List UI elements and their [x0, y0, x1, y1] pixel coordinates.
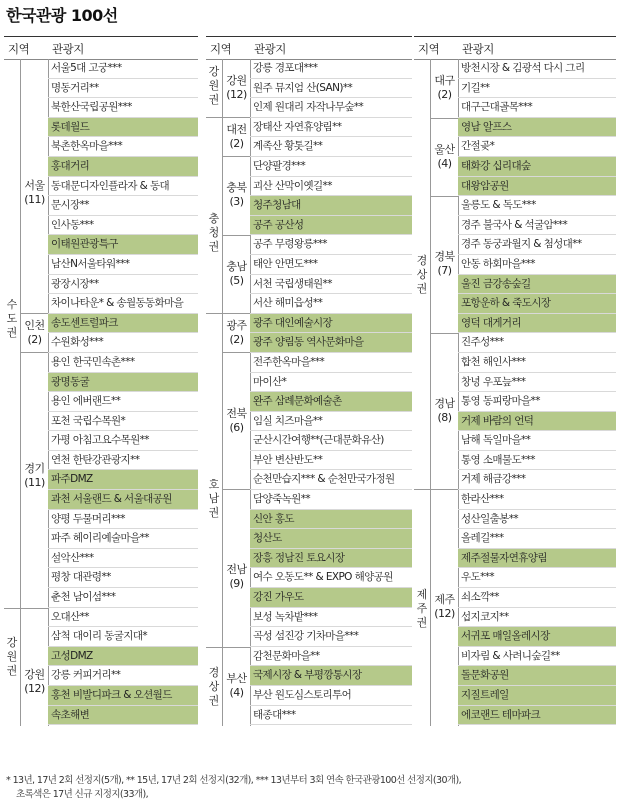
table-row: 오대산** [48, 608, 198, 628]
subregion-label-chungnam: 충남 (5) [226, 260, 247, 287]
table-row: 경주 동궁과월지 & 첨성대** [458, 235, 616, 255]
divider [206, 313, 250, 314]
table-row: 파주DMZ [48, 470, 198, 490]
table-row: 영덕 대게거리 [458, 314, 616, 334]
table-row: 고성DMZ [48, 647, 198, 667]
subregion-label-ulsan: 울산 (4) [434, 143, 455, 170]
table-row: 명동거리** [48, 79, 198, 99]
subregion-label-gyeongbuk: 경북 (7) [434, 250, 455, 277]
table-row: 통영 동피랑마을** [458, 392, 616, 412]
divider [206, 647, 250, 648]
region-label-gangwon: 강 원 권 [6, 636, 18, 677]
table-row: 간절곶* [458, 137, 616, 157]
table-row: 보성 녹차밭*** [250, 608, 412, 628]
table-row: 돌문화공원 [458, 666, 616, 686]
footnote-line-1: * 13년, 17년 2회 선정지(5개), ** 15년, 17년 2회 선정지(32개), *** 13년부터 3회 연속 한국관광100선 선정지(30개), [6, 775, 461, 786]
column-header [414, 36, 616, 60]
table-row: 군산시간여행**(근대문화유산) [250, 431, 412, 451]
subregion-label-chungbuk: 충북 (3) [226, 181, 247, 208]
table-row: 공주 무령왕릉*** [250, 235, 412, 255]
region-label-gyeongsang: 경 상 권 [208, 666, 220, 707]
column-header [206, 36, 412, 60]
divider [222, 156, 250, 157]
subregion-label-jeonnam: 전남 (9) [226, 563, 247, 590]
table-row: 양평 두물머리*** [48, 510, 198, 530]
table-column-3 [414, 36, 616, 770]
subregion-label-jeonbuk: 전북 (6) [226, 407, 247, 434]
table-row: 한라산*** [458, 490, 616, 510]
table-row: 광주 양림동 역사문화마을 [250, 333, 412, 353]
region-header: 지역 [418, 42, 440, 56]
table-row: 용인 한국민속촌*** [48, 353, 198, 373]
table-row: 감천문화마을** [250, 647, 412, 667]
table-row: 포항운하 & 죽도시장 [458, 294, 616, 314]
subregion-label-incheon: 인천 (2) [24, 319, 45, 346]
table-row: 담양죽녹원** [250, 490, 412, 510]
table-row: 인사동*** [48, 216, 198, 236]
divider [430, 333, 458, 334]
table-row: 대구근대골목*** [458, 98, 616, 118]
table-row: 광장시장** [48, 275, 198, 295]
subregion-label-gwangju: 광주 (2) [226, 319, 247, 346]
table-row: 합천 해인사*** [458, 353, 616, 373]
table-row: 춘천 남이섬*** [48, 588, 198, 608]
table-row: 올레길*** [458, 529, 616, 549]
table-row: 서귀포 매일올레시장 [458, 627, 616, 647]
subregion-label-busan: 부산 (4) [226, 672, 247, 699]
spot-header: 관광지 [254, 42, 286, 56]
table-row: 홍대거리 [48, 157, 198, 177]
table-row: 청주청남대 [250, 196, 412, 216]
table-row: 거제 해금강*** [458, 470, 616, 490]
table-row: 이태원관광특구 [48, 235, 198, 255]
region-header: 지역 [8, 42, 30, 56]
table-row: 국제시장 & 부평깡통시장 [250, 666, 412, 686]
divider [222, 352, 250, 353]
table-row: 성산일출봉** [458, 510, 616, 530]
table-row: 파주 헤이리예술마을** [48, 529, 198, 549]
table-row: 부안 변산반도** [250, 451, 412, 471]
table-row: 울진 금강송숲길 [458, 275, 616, 295]
divider [222, 489, 250, 490]
table-row: 제주절물자연휴양림 [458, 549, 616, 569]
table-row: 진주성*** [458, 333, 616, 353]
spot-list [250, 59, 412, 725]
subregion-label-daegu: 대구 (2) [434, 74, 455, 101]
region-label-honam: 호 남 권 [208, 478, 220, 519]
table-row: 광주 대인예술시장 [250, 314, 412, 334]
table-row: 용인 에버랜드** [48, 392, 198, 412]
region-header: 지역 [210, 42, 232, 56]
table-row: 완주 삼례문화예술촌 [250, 392, 412, 412]
region-label-chungcheong: 충 청 권 [208, 212, 220, 253]
divider [20, 59, 21, 726]
subregion-label-jeju: 제주 (12) [434, 593, 455, 620]
table-row: 창녕 우포늪*** [458, 373, 616, 393]
table-row: 단양팔경*** [250, 157, 412, 177]
table-row: 우도*** [458, 568, 616, 588]
table-row: 울릉도 & 독도*** [458, 196, 616, 216]
spot-header: 관광지 [462, 42, 494, 56]
table-row: 에코랜드 테마파크 [458, 706, 616, 726]
subregion-label-gangwon: 강원 (12) [226, 74, 247, 101]
table-row: 연천 한탄강관광지** [48, 451, 198, 471]
table-row: 방천시장 & 김광석 다시 그리 [458, 59, 616, 79]
table-row: 부산 원도심스토리투어 [250, 686, 412, 706]
divider [430, 118, 458, 119]
table-row: 서산 해미읍성** [250, 294, 412, 314]
table-row: 신안 홍도 [250, 510, 412, 530]
subregion-label-gyeonggi: 경기 (11) [24, 462, 45, 489]
table-column-2 [206, 36, 412, 770]
table-row: 남해 독일마을** [458, 431, 616, 451]
table-row: 안동 하회마을*** [458, 255, 616, 275]
divider [206, 117, 250, 118]
divider [20, 313, 48, 314]
table-row: 강진 가우도 [250, 588, 412, 608]
table-row: 괴산 산막이옛길** [250, 177, 412, 197]
table-row: 장태산 자연휴양림** [250, 118, 412, 138]
region-label-gangwon: 강 원 권 [208, 65, 220, 106]
table-row: 섭지코지** [458, 608, 616, 628]
table-row: 롯데월드 [48, 118, 198, 138]
table-row: 차이나타운* & 송월동동화마을 [48, 294, 198, 314]
spot-list [48, 59, 198, 725]
subregion-label-seoul: 서울 (11) [24, 179, 45, 206]
spot-header: 관광지 [52, 42, 84, 56]
table-row: 수원화성*** [48, 333, 198, 353]
table-row: 기길** [458, 79, 616, 99]
region-label-jeju: 제 주 권 [416, 588, 428, 629]
column-header [4, 36, 198, 60]
footnote [6, 774, 616, 802]
divider [20, 352, 48, 353]
divider [4, 608, 48, 609]
table-row: 쇠소깍** [458, 588, 616, 608]
table-row: 강릉 커피거리** [48, 666, 198, 686]
table-row: 비자림 & 사려니숲길** [458, 647, 616, 667]
divider [222, 59, 223, 726]
divider [414, 489, 458, 490]
table-row: 전주한옥마을*** [250, 353, 412, 373]
subregion-label-gyeongnam: 경남 (8) [434, 397, 455, 424]
table-row: 북촌한옥마을*** [48, 137, 198, 157]
table-row: 문시장** [48, 196, 198, 216]
table-row: 대왕암공원 [458, 177, 616, 197]
footnote-line-2: 초록색은 17년 신규 지정지(33개), [16, 789, 149, 800]
table-row: 남산N서울타워*** [48, 255, 198, 275]
table-row: 순천만습지*** & 순천만국가정원 [250, 470, 412, 490]
table-row: 장흥 정남진 토요시장 [250, 549, 412, 569]
table-row: 영남 알프스 [458, 118, 616, 138]
table-row: 곡성 섬진강 기차마을*** [250, 627, 412, 647]
table-row: 서천 국립생태원** [250, 275, 412, 295]
table-row: 홍천 비발디파크 & 오션월드 [48, 686, 198, 706]
divider [430, 196, 458, 197]
table-row: 태종대*** [250, 706, 412, 726]
table-row: 태안 안면도*** [250, 255, 412, 275]
region-label-capital: 수 도 권 [6, 298, 18, 339]
table-row: 인제 원대리 자작나무숲** [250, 98, 412, 118]
table-row: 동대문디자인플라자 & 동대 [48, 177, 198, 197]
table-row: 강릉 경포대*** [250, 59, 412, 79]
table-row: 태화강 십리대숲 [458, 157, 616, 177]
table-row: 평창 대관령** [48, 568, 198, 588]
table-row: 북한산국립공원*** [48, 98, 198, 118]
table-row: 설악산*** [48, 549, 198, 569]
table-row: 청산도 [250, 529, 412, 549]
table-row: 여수 오동도** & EXPO 해양공원 [250, 568, 412, 588]
table-row: 가평 아침고요수목원** [48, 431, 198, 451]
table-row: 임실 치즈마을** [250, 412, 412, 432]
table-row: 송도센트럴파크 [48, 314, 198, 334]
table-row: 지질트레일 [458, 686, 616, 706]
table-row: 서울5대 고궁*** [48, 59, 198, 79]
subregion-label-daejeon: 대전 (2) [226, 123, 247, 150]
subregion-label-gangwon: 강원 (12) [24, 668, 45, 695]
table-row: 포천 국립수목원* [48, 412, 198, 432]
table-row: 원주 뮤지엄 산(SAN)** [250, 79, 412, 99]
table-row: 공주 공산성 [250, 216, 412, 236]
table-row: 삼척 대이리 동굴지대* [48, 627, 198, 647]
table-column-1 [4, 36, 198, 770]
table-row: 거제 바람의 언덕 [458, 412, 616, 432]
table-row: 광명동굴 [48, 373, 198, 393]
region-label-gyeongsang: 경 상 권 [416, 254, 428, 295]
page-title: 한국관광 100선 [6, 6, 118, 25]
spot-list [458, 59, 616, 725]
divider [222, 235, 250, 236]
table-row: 통영 소매물도*** [458, 451, 616, 471]
table-row: 계족산 황톳길** [250, 137, 412, 157]
table-row: 과천 서울랜드 & 서울대공원 [48, 490, 198, 510]
table-row: 속초해변 [48, 706, 198, 726]
table-row: 마이산* [250, 373, 412, 393]
table-row: 경주 불국사 & 석굴암*** [458, 216, 616, 236]
